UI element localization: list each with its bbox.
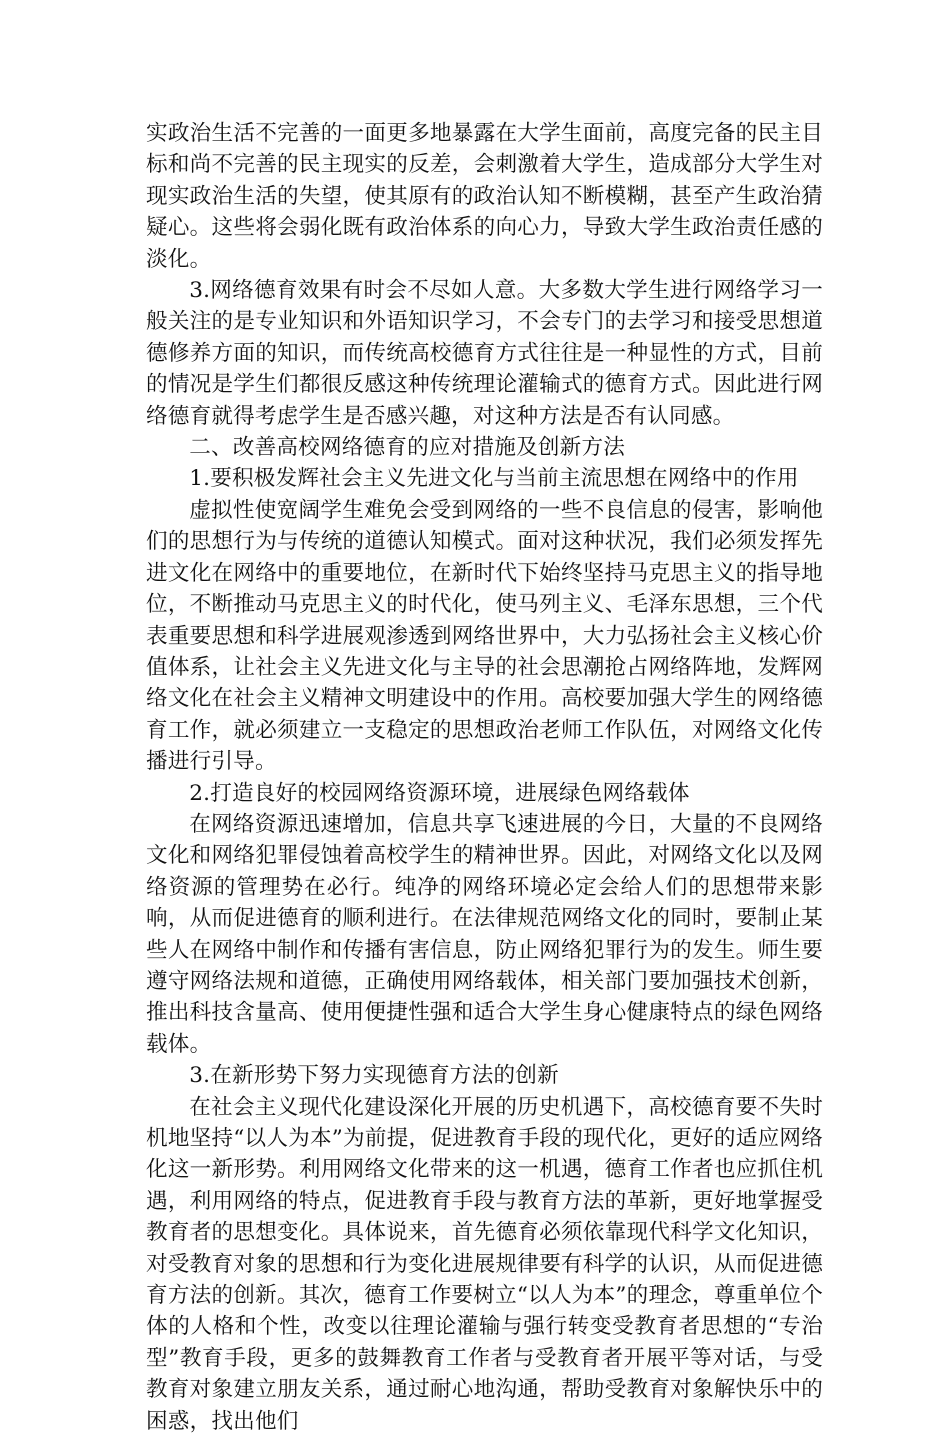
subheading-3: 3.在新形势下努力实现德育方法的创新 [189, 1063, 559, 1089]
body-paragraph-advanced-culture: 虚拟性使宽阔学生难免会受到网络的一些不良信息的侵害，影响他们的思想行为与传统的道德认知模式。面对这种状况，我们必须发挥先进文化在网络中的重要地位，在新时代下始终坚持马克思主义的指导地位，不断推动马克思主义的时代化，使马列主义、毛泽东思想，三个代表重要思想和科学进展观渗透到网络世界中，大力弘扬社会主义核心价值体系，让社会主义先进文化与主导的社会思潮抢占网络阵地，发辉网络文化在社会主义精神文明建设中的作用。高校要加强大学生的网络德育工作，就必须建立一支稳定的思想政治老师工作队伍，对网络文化传播进行引导。 [146, 497, 823, 775]
section-heading-2: 二、改善高校网络德育的应对措施及创新方法 [189, 435, 626, 461]
body-paragraph-continuation: 实政治生活不完善的一面更多地暴露在大学生面前，高度完备的民主目标和尚不完善的民主现实的反差，会刺激着大学生，造成部分大学生对现实政治生活的失望，使其原有的政治认知不断模糊，甚至产生政治猜疑心。这些将会弱化既有政治体系的向心力，导致大学生政治责任感的淡化。 [146, 121, 823, 272]
subheading-1: 1.要积极发辉社会主义先进文化与当前主流思想在网络中的作用 [189, 466, 799, 492]
body-paragraph-method-innovation: 在社会主义现代化建设深化开展的历史机遇下，高校德育要不失时机地坚持“以人为本”为前提，促进教育手段的现代化，更好的适应网络化这一新形势。利用网络文化带来的这一机遇，德育工作者也应抓住机遇，利用网络的特点，促进教育手段与教育方法的革新，更好地掌握受教育者的思想变化。具体说来，首先德育必须依靠现代科学文化知识，对受教育对象的思想和行为变化进展规律要有科学的认识，从而促进德育方法的创新。其次，德育工作要树立“以人为本”的理念，尊重单位个体的人格和个性，改变以往理论灌输与强行转变受教育者思想的“专治型”教育手段，更多的鼓舞教育工作者与受教育者开展平等对话，与受教育对象建立朋友关系，通过耐心地沟通，帮助受教育对象解快乐中的困惑，找出他们 [146, 1094, 823, 1434]
document-page [146, 118, 823, 1437]
body-paragraph-point-3: 3.网络德育效果有时会不尽如人意。大多数大学生进行网络学习一般关注的是专业知识和外语知识学习，不会专门的去学习和接受思想道德修养方面的知识，而传统高校德育方式往往是一种显性的方式，目前的情况是学生们都很反感这种传统理论灌输式的德育方式。因此进行网络德育就得考虑学生是否感兴趣，对这种方法是否有认同感。 [146, 278, 823, 429]
subheading-2: 2.打造良好的校园网络资源环境，进展绿色网络载体 [189, 780, 690, 806]
body-paragraph-green-network: 在网络资源迅速增加，信息共享飞速进展的今日，大量的不良网络文化和网络犯罪侵蚀着高校学生的精神世界。因此，对网络文化以及网络资源的管理势在必行。纯净的网络环境必定会给人们的思想带来影响，从而促进德育的顺利进行。在法律规范网络文化的同时，要制止某些人在网络中制作和传播有害信息，防止网络犯罪行为的发生。师生要遵守网络法规和道德，正确使用网络载体，相关部门要加强技术创新，推出科技含量高、使用便捷性强和适合大学生身心健康特点的绿色网络载体。 [146, 811, 823, 1057]
